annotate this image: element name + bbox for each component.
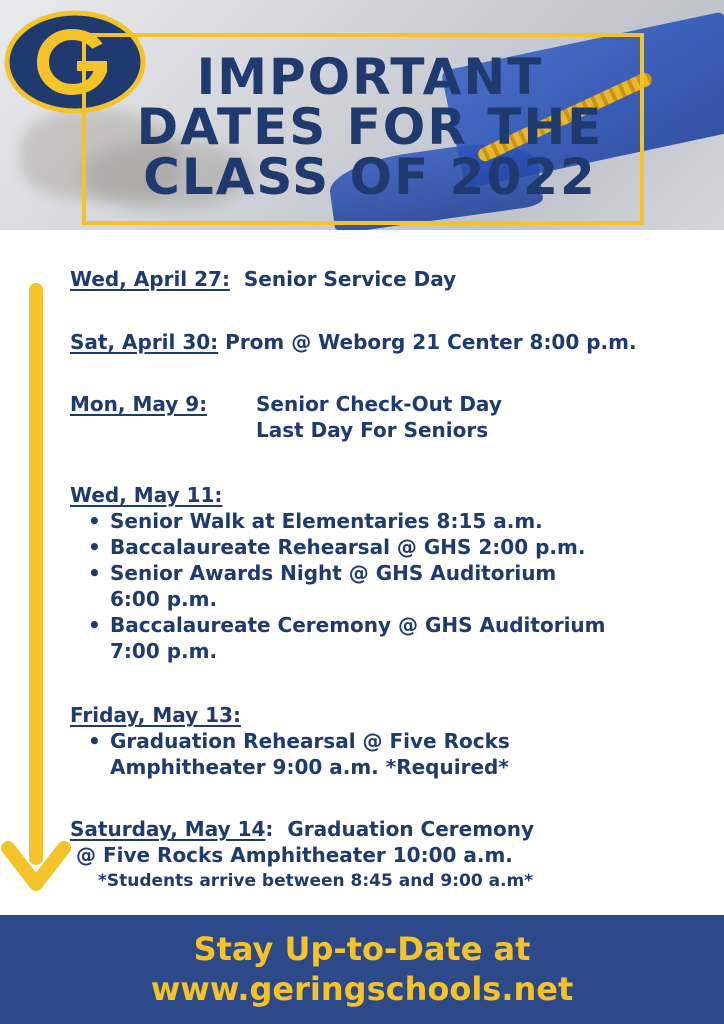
event-date: Friday, May 13: (70, 703, 241, 727)
event-date: Wed, April 27: (70, 267, 230, 291)
event-date: Saturday, May 14 (70, 817, 266, 841)
title-line: IMPORTANT (196, 48, 544, 106)
event-date: Sat, April 30: (70, 330, 219, 354)
event-date: Wed, May 11: (70, 483, 223, 507)
event-text: Graduation Ceremony (287, 817, 535, 841)
list-item (88, 560, 606, 612)
event-item (70, 702, 510, 780)
event-item (70, 266, 456, 292)
page-title (100, 48, 640, 206)
list-item-text: 6:00 p.m. (110, 587, 218, 611)
title-line: CLASS OF 2022 (143, 148, 597, 206)
list-item-text: • Baccalaureate Ceremony @ GHS Auditorium (110, 613, 606, 637)
event-text: Last Day For Seniors (256, 418, 489, 442)
list-item (88, 728, 510, 780)
event-item (70, 482, 606, 664)
footer-banner (0, 915, 724, 1024)
event-text: @ Five Rocks Amphitheater 10:00 a.m. (76, 843, 513, 867)
event-item (70, 816, 535, 891)
list-item (88, 612, 606, 664)
event-bullet-list (70, 508, 606, 664)
event-date-colon: : (265, 817, 274, 841)
footer-line: Stay Up-to-Date at (193, 930, 531, 968)
event-item (70, 391, 502, 442)
list-item: • Baccalaureate Rehearsal @ GHS 2:00 p.m. (88, 534, 606, 560)
event-item (70, 329, 637, 355)
event-text: Senior Check-Out Day (256, 392, 502, 416)
list-item-text: • Senior Awards Night @ GHS Auditorium (110, 561, 557, 585)
event-text: Senior Service Day (243, 267, 457, 291)
list-item-text: • Graduation Rehearsal @ Five Rocks (110, 729, 510, 753)
list-item-text: 7:00 p.m. (110, 639, 218, 663)
timeline-arrow-icon (0, 280, 80, 920)
header-banner (0, 0, 724, 230)
event-text: Prom @ Weborg 21 Center 8:00 p.m. (225, 330, 637, 354)
footer-website-link[interactable]: www.geringschools.net (150, 970, 574, 1008)
event-bullet-list (70, 728, 510, 780)
event-date: Mon, May 9: (70, 392, 208, 416)
list-item: • Senior Walk at Elementaries 8:15 a.m. (88, 508, 606, 534)
title-line: DATES FOR THE (136, 98, 604, 156)
list-item-text: Amphitheater 9:00 a.m. *Required* (110, 755, 509, 779)
event-note: *Students arrive between 8:45 and 9:00 a.m* (98, 871, 534, 891)
